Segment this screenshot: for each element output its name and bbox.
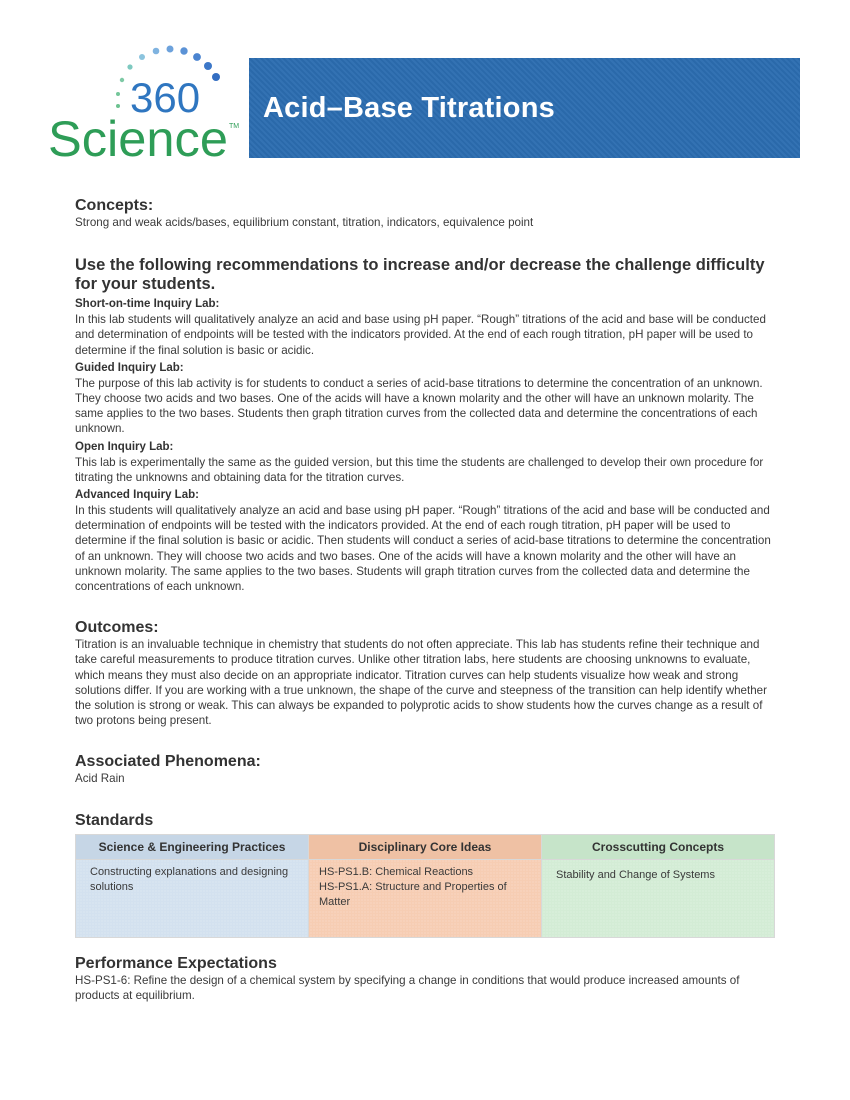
standards-header-row (76, 834, 775, 859)
standards-body-row (76, 859, 775, 937)
cc-cell (542, 859, 775, 937)
sep-item: Constructing explanations and designing solutions (90, 865, 289, 893)
lab-title: Guided Inquiry Lab: (75, 361, 184, 374)
page-title: Acid–Base Titrations (263, 92, 555, 124)
dci-cell (309, 859, 542, 937)
dci-item: HS-PS1.A: Structure and Properties of Matter (319, 880, 507, 908)
lab-text: In this students will qualitatively analyze an acid and base using pH paper. “Rough” titrations of the acid and base will be conducted and determination of endpoints will be tested with the indicators provided. At the end of each rough titration, pH paper will be used to determine if the final solution is basic or acidic. Then students will conduct a series of acid-base titrations to determine the concentration of an unknown. They will choose two acids and two bases. One of the acids will have a known molarity and the other will have an unknown molarity. The same applies to the two bases. Students will graph titration curves from the collected data and determine the concentrations of each unknown. (75, 504, 771, 594)
lab-guided (75, 361, 775, 437)
cc-item: Stability and Change of Systems (556, 868, 715, 881)
dci-item: HS-PS1.B: Chemical Reactions (319, 865, 474, 878)
dci-header: Disciplinary Core Ideas (309, 834, 542, 859)
title-banner (249, 58, 800, 158)
standards-section (75, 811, 775, 938)
outcomes-heading: Outcomes: (75, 619, 159, 637)
concepts-text: Strong and weak acids/bases, equilibrium constant, titration, indicators, equivalence point (75, 216, 534, 229)
logo-360-science (46, 44, 246, 162)
phenomena-section (75, 752, 775, 786)
lab-short-on-time (75, 297, 775, 358)
outcomes-section (75, 618, 775, 728)
recommendations-heading: Use the following recommendations to increase and/or decrease the challenge difficulty for your students. (75, 256, 765, 294)
lab-text: This lab is experimentally the same as the guided version, but this time the students are challenged to develop their own procedure for titrating the unknowns and obtaining data for the titration curves. (75, 455, 764, 484)
cc-header: Crosscutting Concepts (542, 834, 775, 859)
performance-heading: Performance Expectations (75, 954, 277, 972)
lab-title: Advanced Inquiry Lab: (75, 489, 199, 502)
phenomena-heading: Associated Phenomena: (75, 753, 261, 771)
logo-tm: TM (229, 123, 240, 130)
performance-section (75, 954, 775, 1003)
lab-advanced (75, 488, 775, 594)
logo-word: Science (48, 111, 228, 162)
performance-text: HS-PS1-6: Refine the design of a chemical system by specifying a change in conditions that would produce increased amounts of products at equilibrium. (75, 973, 740, 1002)
sep-header: Science & Engineering Practices (76, 834, 309, 859)
standards-table (75, 834, 775, 938)
recommendations-section (75, 256, 775, 594)
lab-title: Open Inquiry Lab: (75, 440, 174, 453)
sep-cell (76, 859, 309, 937)
lab-title: Short-on-time Inquiry Lab: (75, 298, 220, 311)
lab-text: In this lab students will qualitatively analyze an acid and base using pH paper. “Rough” titrations of the acid and base will be conducted and determination of endpoints will be tested with the indicators provided. At the end of each rough titration, pH paper will be used to determine if the final solution is basic or acidic. (75, 313, 766, 357)
lab-open (75, 440, 775, 485)
lab-text: The purpose of this lab activity is for students to conduct a series of acid-base titrations to determine the concentration of an unknown. They choose two acids and two bases. One of the acids will have a known molarity and the other will have an unknown molarity. The same applies to the two bases. Students then graph titration curves from the collected data and determine the concentrations of each unknown. (75, 376, 763, 436)
concepts-heading: Concepts: (75, 197, 154, 214)
standards-heading: Standards (75, 811, 154, 829)
logo-number: 360 (130, 74, 201, 121)
outcomes-text: Titration is an invaluable technique in chemistry that students do not often appreciate. This lab has students refine their technique and take careful measurements to produce titration curves. Unlike other titration labs, here students are choosing unknowns to evaluate, which means they must also decide on an appropriate indicator. Titration curves can help students visualize how weak and strong solutions differ. If you are working with a true unknown, the shape of the curve and steepness of the transition can help identify whether the solution is strong or weak. This can always be expanded to polyprotic acids to show students how the curves change as a result of two protons being present. (75, 638, 767, 728)
concepts-section (75, 196, 775, 230)
phenomena-text: Acid Rain (75, 772, 125, 786)
document-body (75, 196, 775, 1025)
